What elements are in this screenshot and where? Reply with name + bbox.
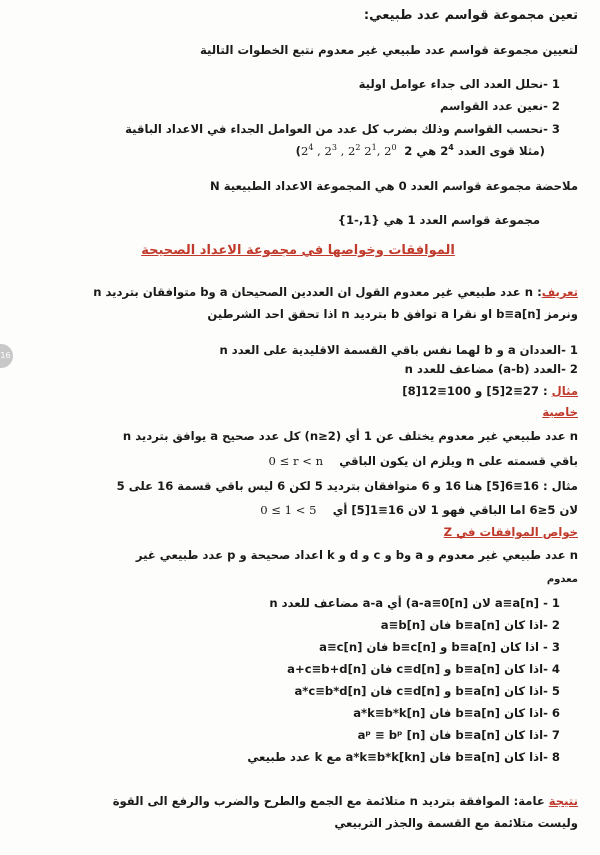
example-1-text: : 27≡2[5] و 100≡12[8] [402,384,552,398]
property-math: 0 ≤ r < n [268,454,324,468]
z-property-2: 2 -اذا كان b≡a[n] فان a≡b[n] [380,618,560,632]
z-section-title: خواص الموافقات في Z [443,525,578,539]
powers-prefix: (مثلا قوى العدد 2 [440,144,545,158]
step-3: 3 -نحسب القواسم وذلك بضرب كل عدد من العوامل الجداء في الاعداد الباقية [125,122,560,136]
z-property-3: 3 - اذا كان b≡a[n] و b≡c[n] فان a≡c[n] [319,640,560,654]
power-term: $2^2$ [348,143,361,158]
document-title: تعين مجموعة قواسم عدد طبيعي: [363,8,578,23]
step-1: 1 -نحلل العدد الى جداء عوامل اولية [358,77,560,91]
example-1-label: مثال [551,384,578,398]
example-2-math: 0 ≤ 1 < 5 [260,503,317,517]
property-text-2: باقي قسمته على n ويلزم ان يكون الباقي [339,454,578,468]
definition-text-1: : n عدد طبيعي غير معدوم القول ان العددين الصحيحان a وb متوافقان بترديد n [93,285,542,299]
example-2-text-2: لان 5≤6 اما الباقي فهو 1 لان 16≡1[5] أي [332,503,578,517]
property-label: خاصية [542,405,578,419]
condition-2: 2 -العدد (a-b) مضاعف للعدد n [404,362,578,376]
definition-line-2: ونرمز b≡a[n] او نقرا a توافق b بترديد n اذا تحقق احد الشرطين [207,307,578,321]
conclusion-line-1 [18,793,578,809]
definition-label: تعريف [541,285,578,299]
conclusion-text-1: عامة: الموافقة بترديد n متلائمة مع الجمع والطرح والضرب والرفع الى القوة [112,794,549,808]
conclusion-line-2: وليست متلائمة مع القسمة والجذر التربيعي [334,816,578,830]
section-title-congruences: الموافقات وخواصها في مجموعة الاعداد الصحيحة [141,243,455,258]
conclusion-label: نتيجة [548,794,578,808]
property-line-2 [18,453,578,469]
example-1 [18,383,578,399]
z-property-4: 4 -اذا كان b≡a[n] و c≡d[n] فان a+c≡b+d[n] [287,662,560,676]
power-term: $2^4$ [300,143,314,158]
z-property-5: 5 -اذا كان b≡a[n] و c≡d[n] فان a*c≡b*d[n] [294,684,560,698]
z-intro-line-1: n عدد طبيعي غير معدوم و a وb و c و d و k اعداد صحيحة و p عدد طبيعي غير [135,548,578,562]
power-term: $2^1$ [364,143,377,158]
z-property-8: 8 -اذا كان b≡a[n] فان a*k≡b*k[kn] مع k عدد طبيعي [247,750,560,764]
note-one-divisors: مجموعة قواسم العدد 1 هي {1,-1} [337,213,540,227]
page-side-tab[interactable]: 16 [0,344,13,368]
powers-prefix-exp: 4 [448,143,454,153]
z-intro-line-2: معدوم [546,574,578,585]
z-property-7: 7 -اذا كان b≡a[n] فان aᵖ ≡ bᵖ [n] [357,728,560,742]
z-property-1: 1 - a≡a[n] لان a-a≡0[n]) أي a-a مضاعف للعدد n [269,596,560,610]
condition-1: 1 -العددان a و b لهما نفس باقي القسمة الاقليدية على العدد n [219,343,578,357]
note-zero-divisors: ملاحضة مجموعة قواسم العدد 0 هي المجموعة الاعداد الطبيعية N [209,179,578,193]
power-term: $2^3$ [324,143,337,158]
powers-example [18,143,545,159]
intro-text: لتعيين مجموعة قواسم عدد طبيعي غير معدوم نتبع الخطوات التالية [199,43,578,57]
powers-close: ) [295,144,301,158]
definition-line-1 [18,284,578,300]
power-term: $2^0$ [384,143,397,158]
step-2: 2 -نعين عدد القواسم [439,99,560,113]
example-2-line-2 [18,502,578,518]
example-2-line-1: مثال : 16≡6[5] هنا 16 و 6 متوافقان بترديد 5 لكن 6 ليس باقي قسمة 16 على 5 [116,479,578,493]
powers-mid: هي 2 [404,144,441,158]
z-property-6: 6 -اذا كان b≡a[n] فان a*k≡b*k[n] [353,706,560,720]
powers-terms: $2^4$ , $2^3$ , $2^2$ $2^1$, $2^0$ [300,143,397,158]
property-line-1: n عدد طبيعي غير معدوم يختلف عن 1 أي (n≥2) كل عدد صحيح a يوافق بترديد n [122,429,578,443]
